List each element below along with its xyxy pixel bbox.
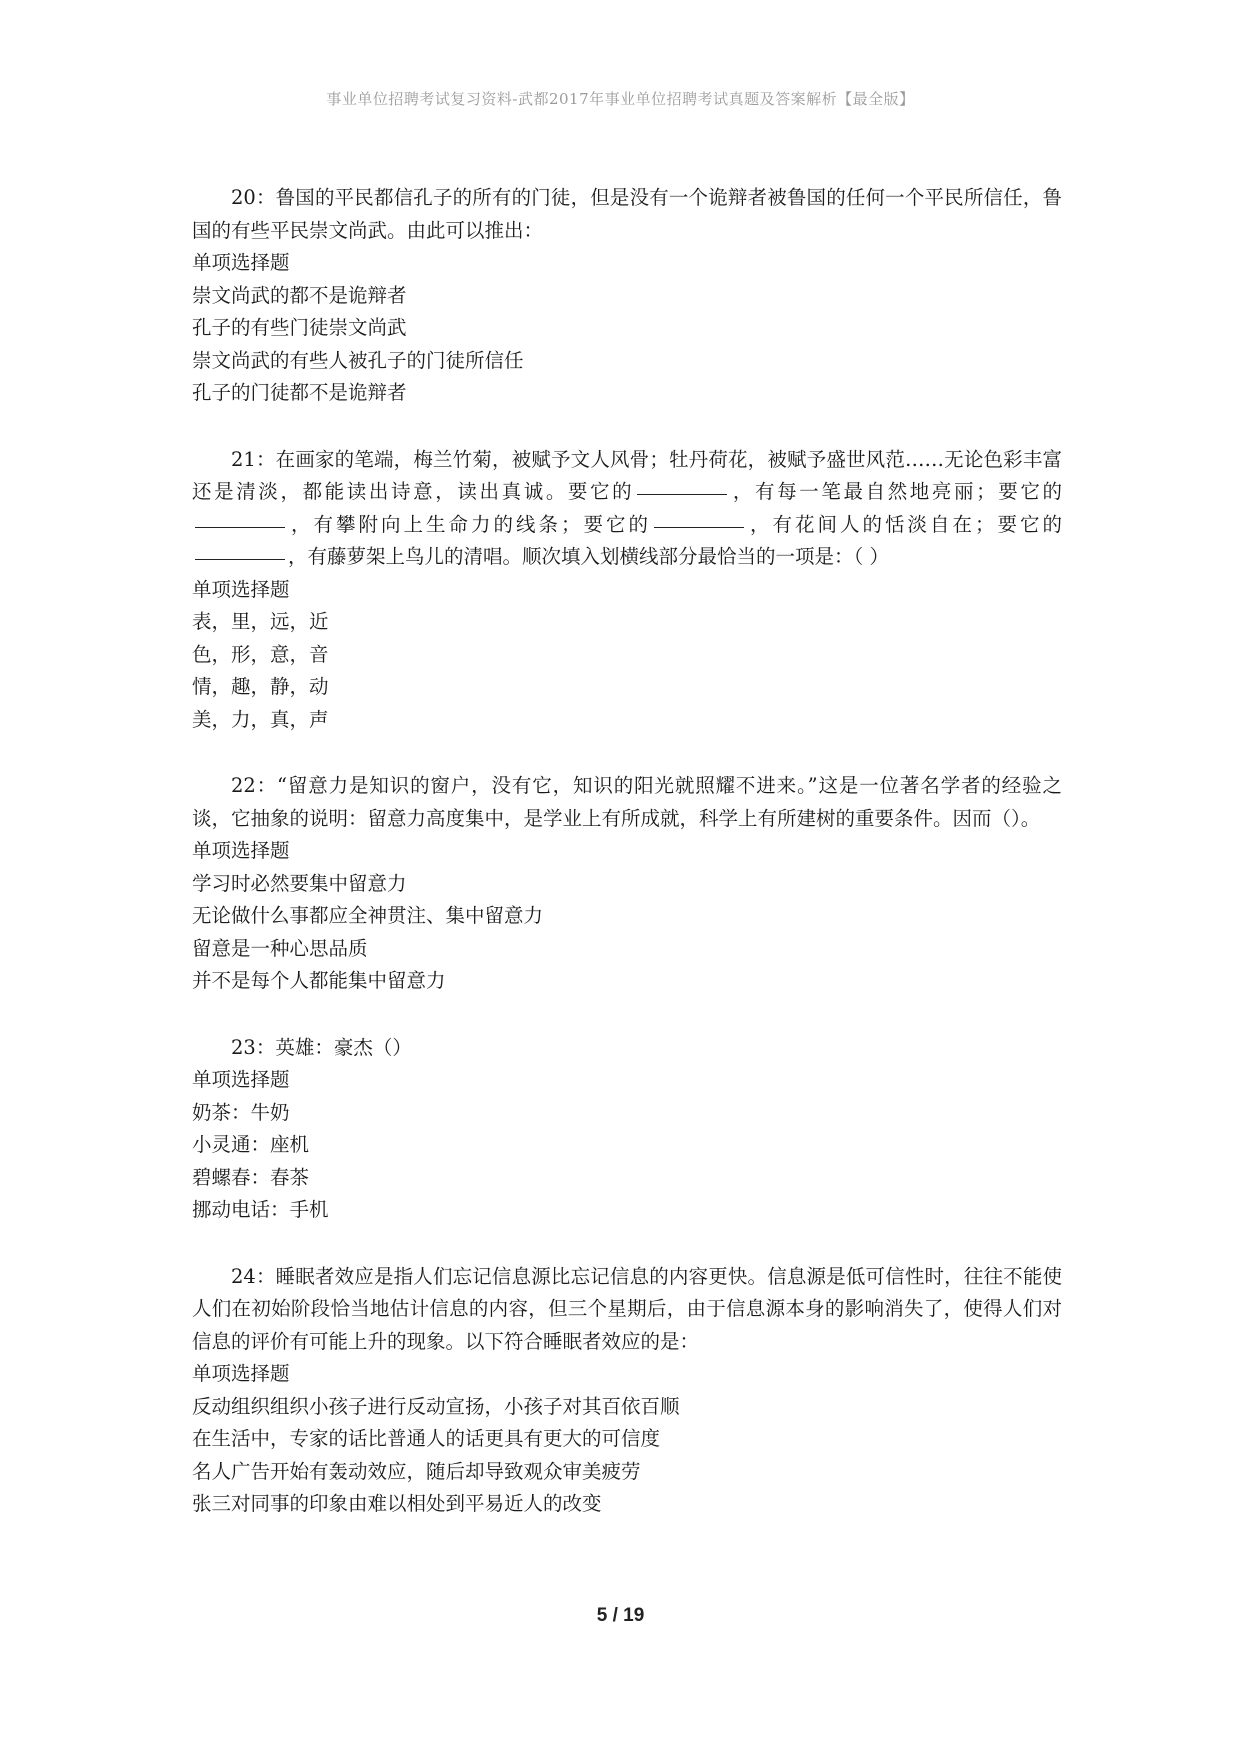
stem-part: ，有攀附向上生命力的线条；要它的 (288, 512, 651, 536)
option: 在生活中，专家的话比普通人的话更具有更大的可信度 (192, 1427, 661, 1450)
fill-blank (195, 558, 285, 560)
option: 美，力，真，声 (192, 707, 329, 731)
option: 学习时必然要集中留意力 (192, 871, 407, 895)
option: 留意是一种心思品质 (192, 936, 368, 960)
option: 并不是每个人都能集中留意力 (192, 969, 446, 992)
option: 挪动电话：手机 (192, 1198, 329, 1221)
question-type: 单项选择题 (192, 839, 290, 862)
option: 崇文尚武的有些人被孔子的门徒所信任 (192, 348, 524, 372)
question-type: 单项选择题 (192, 1362, 290, 1385)
question-24 (192, 1261, 1062, 1521)
option: 反动组织组织小孩子进行反动宣扬，小孩子对其百依百顺 (192, 1394, 680, 1418)
option: 表，里，远，近 (192, 610, 329, 633)
stem-part: 21：在画家的笔端，梅兰竹菊，被赋予文人风骨；牡丹荷花，被赋予盛世风范……无论色彩丰富还是清淡，都能读出诗意，读出真诚。要它的 (192, 447, 1062, 503)
option: 崇文尚武的都不是诡辩者 (192, 283, 407, 307)
fill-blank (654, 526, 744, 528)
stem-part: ，有每一笔最自然地亮丽；要它的 (730, 480, 1062, 503)
option: 张三对同事的印象由难以相处到平易近人的改变 (192, 1492, 602, 1515)
question-stem: 23：英雄：豪杰（） (231, 1035, 412, 1059)
question-stem: 20：鲁国的平民都信孔子的所有的门徒，但是没有一个诡辩者被鲁国的任何一个平民所信任，鲁国的有些平民崇文尚武。由此可以推出： (192, 186, 1062, 242)
fill-blank (195, 526, 285, 528)
question-type: 单项选择题 (192, 577, 290, 601)
question-23 (192, 1032, 1062, 1227)
option: 名人广告开始有轰动效应，随后却导致观众审美疲劳 (192, 1459, 641, 1483)
question-stem: 22：“留意力是知识的窗户，没有它，知识的阳光就照耀不进来。”这是一位著名学者的经验之谈，它抽象的说明：留意力高度集中，是学业上有所成就，科学上有所建树的重要条件。因而（）。 (192, 774, 1062, 830)
option: 情，趣，静，动 (192, 675, 329, 698)
option: 无论做什么事都应全神贯注、集中留意力 (192, 904, 544, 927)
question-stem: 24：睡眠者效应是指人们忘记信息源比忘记信息的内容更快。信息源是低可信性时，往往不能使人们在初始阶段恰当地估计信息的内容，但三个星期后，由于信息源本身的影响消失了，使得人们对信息的评价有可能上升的现象。以下符合睡眠者效应的是： (192, 1264, 1062, 1353)
page-number: 5 / 19 (596, 1605, 645, 1626)
stem-part: ，有花间人的恬淡自在；要它的 (746, 512, 1062, 536)
option: 碧螺春：春茶 (192, 1165, 310, 1189)
option: 色，形，意，音 (192, 642, 329, 666)
option: 小灵通：座机 (192, 1133, 310, 1156)
option: 奶茶：牛奶 (192, 1100, 290, 1124)
option: 孔子的门徒都不是诡辩者 (192, 381, 407, 404)
question-type: 单项选择题 (192, 1068, 290, 1091)
fill-blank (637, 493, 727, 495)
question-21 (192, 444, 1062, 737)
question-list (192, 182, 1062, 1555)
question-stem (192, 444, 1062, 574)
question-20 (192, 182, 1062, 410)
page-header: 事业单位招聘考试复习资料-武都2017年事业单位招聘考试真题及答案解析【最全版】 (326, 90, 915, 108)
question-22 (192, 770, 1062, 998)
option: 孔子的有些门徒崇文尚武 (192, 316, 407, 339)
stem-part: ，有藤萝架上鸟儿的清唱。顺次填入划横线部分最恰当的一项是：（ ） (288, 545, 889, 568)
question-type: 单项选择题 (192, 251, 290, 274)
